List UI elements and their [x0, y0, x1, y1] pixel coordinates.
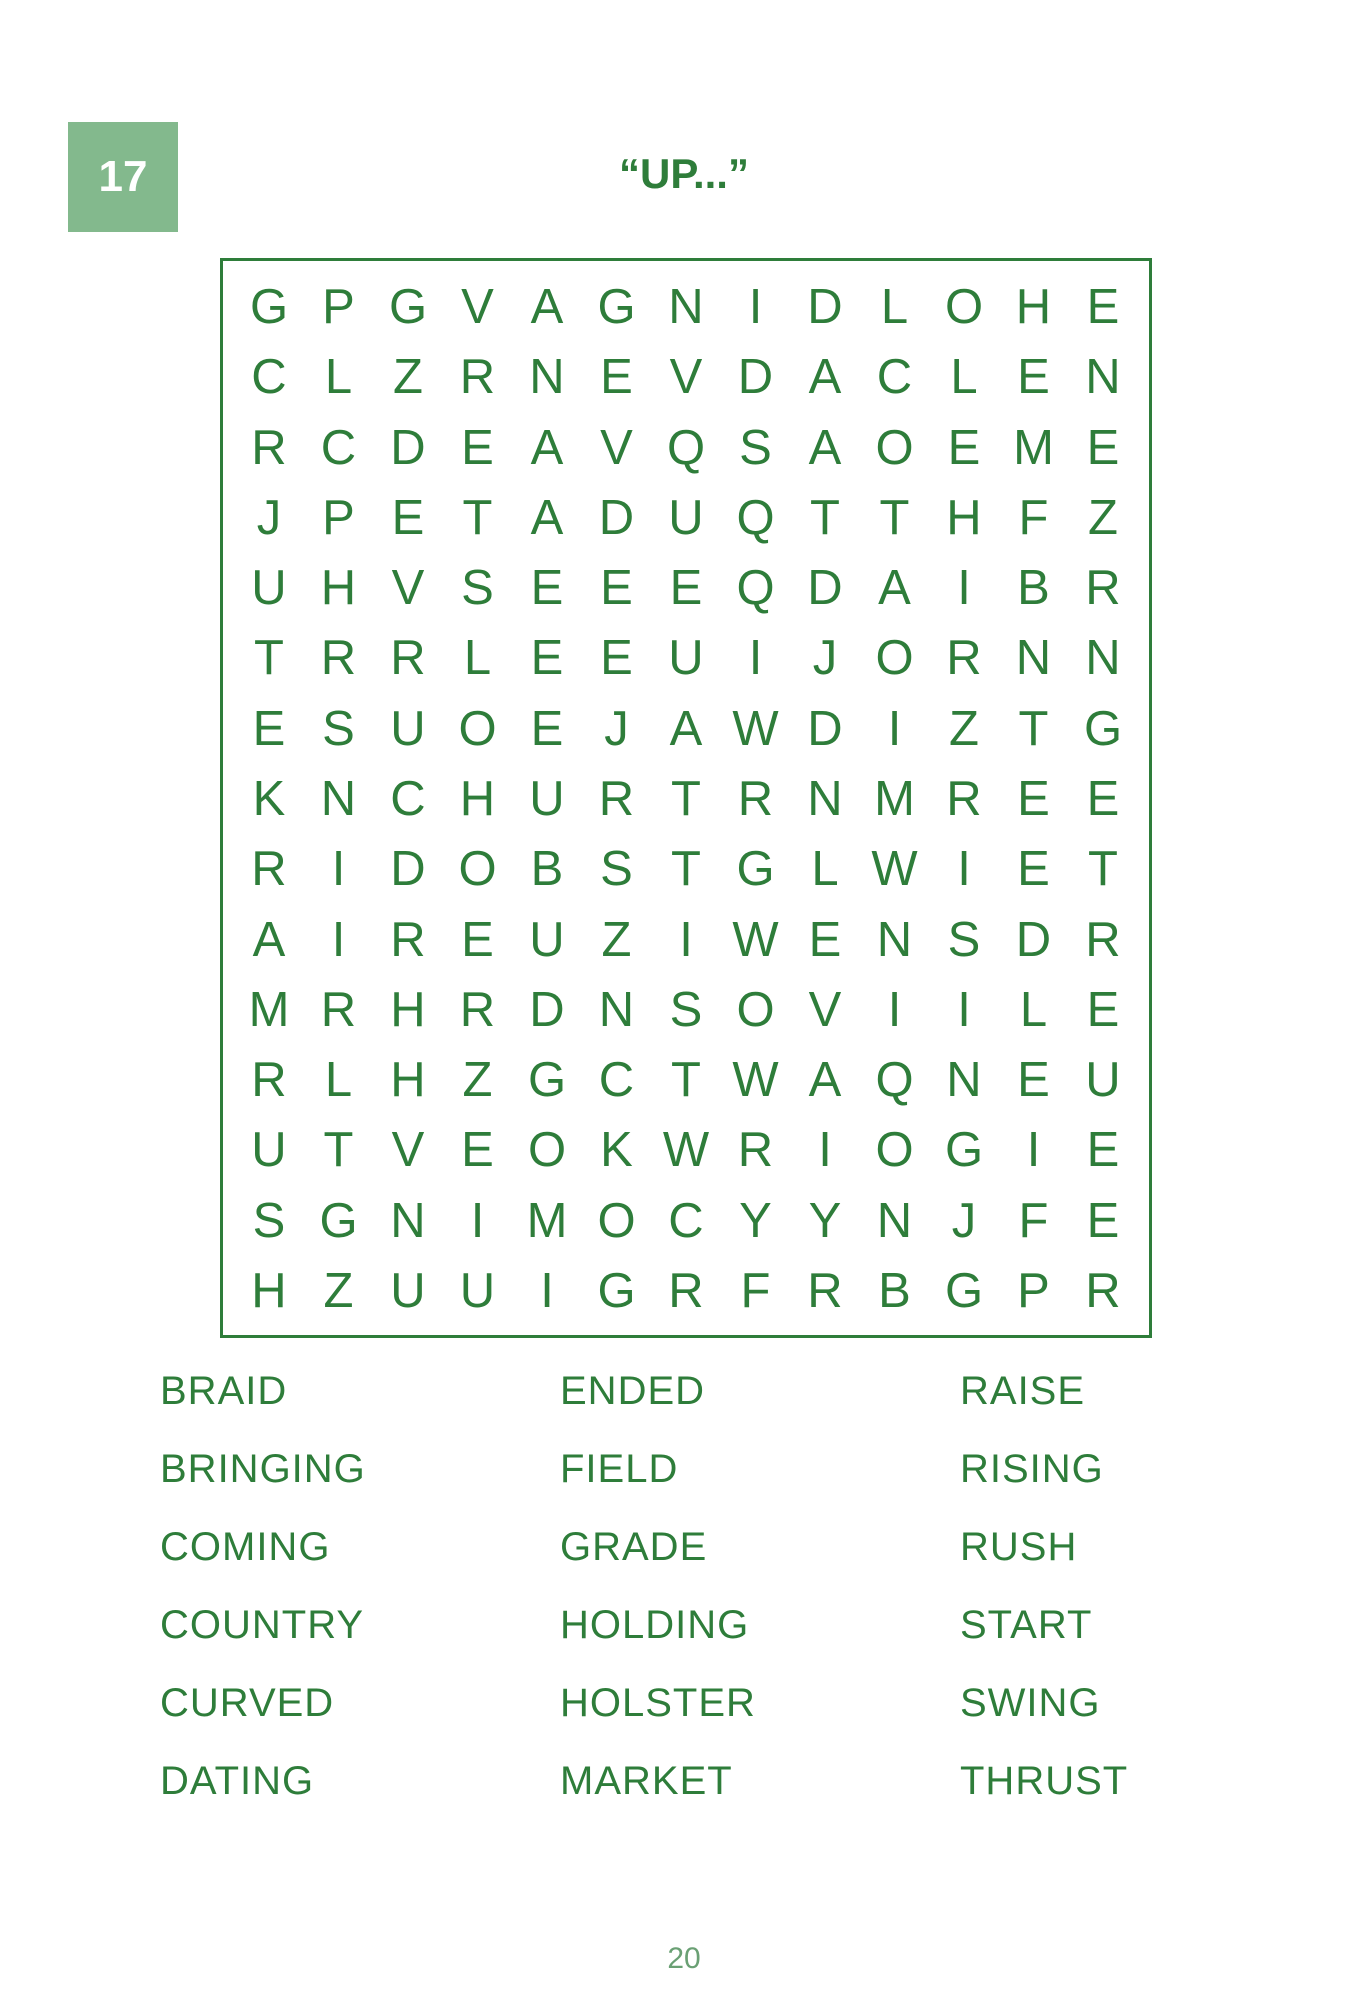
grid-letter[interactable]: N: [320, 771, 357, 826]
grid-letter[interactable]: E: [1086, 420, 1120, 475]
grid-letter[interactable]: R: [946, 771, 982, 826]
grid-letter[interactable]: R: [946, 631, 982, 686]
grid-letter[interactable]: R: [459, 982, 496, 1037]
grid-letter[interactable]: T: [671, 771, 701, 826]
grid-row: [233, 976, 1139, 1044]
grid-letter[interactable]: S: [600, 842, 633, 897]
grid-letter[interactable]: F: [740, 1263, 771, 1318]
grid-letter[interactable]: L: [880, 280, 909, 334]
grid-letter[interactable]: N: [876, 912, 913, 967]
grid-letter[interactable]: I: [331, 912, 346, 967]
grid-letter[interactable]: J: [604, 701, 629, 756]
grid-letter[interactable]: T: [879, 490, 910, 545]
grid-letter[interactable]: A: [808, 420, 842, 475]
grid-letter[interactable]: D: [807, 561, 843, 616]
grid-letter[interactable]: V: [391, 1123, 425, 1178]
grid-letter[interactable]: I: [957, 842, 971, 897]
page-number: 20: [667, 1942, 701, 1975]
grid-letter[interactable]: I: [748, 631, 763, 686]
grid-letter[interactable]: W: [732, 701, 779, 756]
letter-grid: [233, 273, 1139, 1325]
grid-letter[interactable]: U: [1085, 1053, 1121, 1108]
letter-grid-frame: [220, 258, 1152, 1338]
grid-letter[interactable]: N: [1015, 631, 1052, 686]
grid-letter[interactable]: E: [391, 490, 425, 545]
grid-letter[interactable]: O: [875, 631, 914, 686]
grid-letter[interactable]: I: [1026, 1123, 1041, 1178]
grid-letter[interactable]: R: [251, 420, 287, 475]
grid-letter[interactable]: T: [810, 490, 840, 545]
grid-letter[interactable]: A: [669, 701, 703, 756]
grid-letter[interactable]: T: [462, 490, 493, 545]
grid-letter[interactable]: E: [461, 1123, 494, 1178]
grid-letter[interactable]: V: [808, 982, 842, 1037]
grid-row: [233, 906, 1139, 974]
grid-row: [233, 1046, 1139, 1114]
grid-letter[interactable]: C: [876, 350, 913, 405]
grid-letter[interactable]: E: [1017, 771, 1050, 826]
grid-letter[interactable]: A: [530, 280, 564, 334]
grid-letter[interactable]: O: [875, 420, 914, 475]
grid-letter[interactable]: O: [458, 701, 497, 756]
grid-letter[interactable]: A: [530, 420, 564, 475]
grid-letter[interactable]: G: [319, 1193, 358, 1248]
grid-letter[interactable]: O: [736, 982, 775, 1037]
grid-letter[interactable]: J: [256, 490, 282, 545]
grid-letter[interactable]: H: [459, 771, 496, 826]
grid-letter[interactable]: T: [1018, 701, 1049, 756]
word-list-item: GRADE: [560, 1525, 708, 1569]
grid-row: [233, 273, 1139, 341]
grid-letter[interactable]: R: [459, 350, 496, 405]
grid-letter[interactable]: O: [458, 842, 497, 897]
grid-letter[interactable]: J: [812, 631, 838, 686]
grid-letter[interactable]: D: [390, 842, 426, 897]
grid-letter[interactable]: C: [251, 350, 287, 405]
grid-letter[interactable]: A: [252, 912, 286, 967]
word-list-item: HOLDING: [560, 1603, 750, 1647]
grid-letter[interactable]: H: [320, 561, 357, 616]
grid-letter[interactable]: T: [1088, 842, 1118, 897]
grid-letter[interactable]: D: [737, 350, 774, 405]
word-list-item: ENDED: [560, 1369, 706, 1413]
grid-letter[interactable]: D: [807, 280, 843, 334]
grid-letter[interactable]: K: [600, 1123, 633, 1178]
grid-letter[interactable]: C: [668, 1193, 704, 1248]
grid-letter[interactable]: L: [811, 842, 839, 897]
grid-row: [233, 1116, 1139, 1184]
grid-letter[interactable]: K: [252, 771, 286, 826]
grid-letter[interactable]: E: [669, 561, 703, 616]
grid-letter[interactable]: I: [957, 561, 971, 616]
grid-letter[interactable]: O: [875, 1123, 914, 1178]
grid-letter[interactable]: N: [1085, 350, 1121, 405]
grid-letter[interactable]: R: [598, 771, 635, 826]
word-list-item: DATING: [160, 1759, 315, 1803]
grid-letter[interactable]: P: [322, 280, 355, 334]
grid-letter[interactable]: E: [1086, 1123, 1120, 1178]
grid-letter[interactable]: M: [1013, 420, 1054, 475]
grid-letter[interactable]: G: [597, 280, 636, 334]
grid-letter[interactable]: E: [1086, 280, 1120, 334]
grid-letter[interactable]: Z: [393, 350, 423, 405]
grid-letter[interactable]: I: [470, 1193, 485, 1248]
grid-letter[interactable]: S: [322, 701, 355, 756]
grid-letter[interactable]: Q: [736, 561, 775, 616]
grid-letter[interactable]: I: [887, 982, 902, 1037]
grid-letter[interactable]: N: [807, 771, 843, 826]
grid-letter[interactable]: R: [390, 631, 426, 686]
grid-letter[interactable]: R: [737, 771, 774, 826]
grid-letter[interactable]: N: [876, 1193, 913, 1248]
grid-row: [233, 624, 1139, 692]
grid-letter[interactable]: I: [957, 982, 971, 1037]
word-list-item: CURVED: [160, 1681, 335, 1725]
grid-letter[interactable]: E: [1017, 842, 1050, 897]
grid-letter[interactable]: V: [600, 420, 633, 475]
grid-letter[interactable]: R: [737, 1123, 774, 1178]
grid-letter[interactable]: V: [669, 350, 703, 405]
grid-letter[interactable]: D: [1015, 912, 1052, 967]
grid-letter[interactable]: E: [600, 631, 633, 686]
grid-letter[interactable]: D: [598, 490, 635, 545]
grid-letter[interactable]: L: [324, 350, 353, 405]
grid-letter[interactable]: N: [598, 982, 635, 1037]
grid-letter[interactable]: C: [598, 1053, 635, 1108]
grid-letter[interactable]: U: [668, 490, 704, 545]
grid-letter[interactable]: S: [669, 982, 703, 1037]
grid-letter[interactable]: J: [951, 1193, 977, 1248]
grid-letter[interactable]: H: [251, 1263, 287, 1318]
grid-letter[interactable]: R: [320, 631, 357, 686]
grid-letter[interactable]: A: [808, 350, 842, 405]
word-list-item: RUSH: [960, 1525, 1078, 1569]
grid-letter[interactable]: E: [252, 701, 286, 756]
grid-letter[interactable]: Z: [462, 1053, 493, 1108]
grid-letter[interactable]: I: [331, 842, 346, 897]
grid-letter[interactable]: L: [950, 350, 978, 405]
grid-letter[interactable]: I: [679, 912, 693, 967]
grid-letter[interactable]: A: [878, 561, 911, 616]
grid-row: [233, 554, 1139, 622]
grid-letter[interactable]: G: [736, 842, 775, 897]
grid-letter[interactable]: G: [944, 1123, 984, 1178]
grid-letter[interactable]: N: [529, 350, 565, 405]
grid-letter[interactable]: W: [732, 1053, 779, 1108]
word-list: [160, 1368, 1160, 1804]
grid-letter[interactable]: L: [463, 631, 492, 686]
grid-letter[interactable]: U: [529, 912, 565, 967]
grid-letter[interactable]: H: [390, 982, 426, 1037]
grid-letter[interactable]: U: [668, 631, 704, 686]
grid-letter[interactable]: T: [254, 631, 284, 686]
grid-letter[interactable]: A: [530, 490, 564, 545]
grid-letter[interactable]: E: [461, 420, 494, 475]
grid-letter[interactable]: W: [871, 842, 918, 897]
grid-row: [233, 1187, 1139, 1255]
grid-letter[interactable]: S: [461, 561, 494, 616]
grid-letter[interactable]: H: [946, 490, 982, 545]
grid-row: [233, 1257, 1139, 1325]
grid-letter[interactable]: S: [947, 912, 981, 967]
grid-letter[interactable]: Z: [601, 912, 632, 967]
grid-letter[interactable]: O: [597, 1193, 636, 1248]
grid-letter[interactable]: G: [527, 1053, 567, 1108]
grid-letter[interactable]: G: [597, 1263, 636, 1318]
word-list-item: THRUST: [960, 1759, 1129, 1803]
grid-letter[interactable]: P: [1017, 1263, 1050, 1318]
grid-letter[interactable]: G: [944, 1263, 984, 1318]
grid-letter[interactable]: B: [1017, 561, 1050, 616]
grid-letter[interactable]: R: [1085, 912, 1121, 967]
grid-letter[interactable]: R: [390, 912, 426, 967]
grid-letter[interactable]: N: [1085, 631, 1121, 686]
grid-letter[interactable]: E: [947, 420, 981, 475]
grid-letter[interactable]: G: [388, 280, 428, 334]
grid-letter[interactable]: U: [251, 561, 287, 616]
grid-letter[interactable]: Y: [808, 1193, 842, 1248]
grid-letter[interactable]: N: [668, 280, 704, 334]
grid-letter[interactable]: O: [527, 1123, 567, 1178]
grid-letter[interactable]: W: [732, 912, 779, 967]
grid-letter[interactable]: I: [887, 701, 902, 756]
puzzle-title: “UP...”: [619, 150, 749, 197]
grid-letter[interactable]: R: [668, 1263, 704, 1318]
grid-letter[interactable]: T: [671, 842, 701, 897]
grid-letter[interactable]: F: [1018, 1193, 1049, 1248]
grid-letter[interactable]: R: [807, 1263, 843, 1318]
grid-letter[interactable]: U: [251, 1123, 287, 1178]
grid-letter[interactable]: E: [461, 912, 494, 967]
grid-letter[interactable]: D: [807, 701, 843, 756]
grid-letter[interactable]: M: [526, 1193, 568, 1248]
grid-letter[interactable]: A: [808, 1053, 842, 1108]
grid-letter[interactable]: E: [600, 561, 633, 616]
grid-letter[interactable]: E: [808, 912, 842, 967]
grid-row: [233, 695, 1139, 763]
grid-letter[interactable]: E: [1086, 771, 1120, 826]
grid-letter[interactable]: R: [251, 842, 287, 897]
word-list-item: RAISE: [960, 1369, 1086, 1413]
grid-letter[interactable]: U: [529, 771, 565, 826]
grid-letter[interactable]: R: [251, 1053, 287, 1108]
grid-letter[interactable]: U: [390, 1263, 426, 1318]
grid-letter[interactable]: C: [390, 771, 426, 826]
grid-letter[interactable]: V: [391, 561, 425, 616]
grid-letter[interactable]: H: [1015, 280, 1052, 334]
grid-letter[interactable]: D: [390, 420, 426, 475]
grid-letter[interactable]: I: [748, 280, 763, 334]
word-list-item: RISING: [960, 1447, 1104, 1491]
grid-letter[interactable]: H: [390, 1053, 426, 1108]
grid-letter[interactable]: S: [252, 1193, 286, 1248]
grid-letter[interactable]: G: [1083, 701, 1123, 756]
grid-letter[interactable]: Q: [666, 420, 706, 475]
grid-row: [233, 414, 1139, 482]
grid-letter[interactable]: Z: [949, 701, 979, 756]
grid-letter[interactable]: L: [324, 1053, 353, 1108]
grid-letter[interactable]: W: [662, 1123, 710, 1178]
grid-letter[interactable]: E: [530, 561, 564, 616]
grid-letter[interactable]: Z: [1088, 490, 1118, 545]
grid-letter[interactable]: T: [671, 1053, 701, 1108]
grid-letter[interactable]: E: [1017, 350, 1050, 405]
word-list-item: COUNTRY: [160, 1603, 365, 1647]
grid-letter[interactable]: R: [1085, 561, 1121, 616]
grid-letter[interactable]: D: [529, 982, 565, 1037]
grid-letter[interactable]: M: [874, 771, 915, 826]
grid-letter[interactable]: T: [323, 1123, 354, 1178]
grid-letter[interactable]: I: [540, 1263, 554, 1318]
word-list-item: START: [960, 1603, 1093, 1647]
grid-letter[interactable]: B: [530, 842, 564, 897]
grid-letter[interactable]: Y: [739, 1193, 772, 1248]
grid-letter[interactable]: M: [248, 982, 290, 1037]
word-list-item: SWING: [960, 1681, 1101, 1725]
puzzle-number: 17: [98, 152, 148, 201]
grid-letter[interactable]: E: [1086, 1193, 1120, 1248]
word-list-item: MARKET: [560, 1759, 733, 1803]
grid-letter[interactable]: G: [249, 280, 289, 334]
grid-letter[interactable]: V: [461, 280, 494, 334]
grid-row: [233, 835, 1139, 903]
grid-letter[interactable]: S: [739, 420, 772, 475]
grid-letter[interactable]: E: [530, 631, 564, 686]
grid-letter[interactable]: E: [1086, 982, 1120, 1037]
grid-letter[interactable]: U: [459, 1263, 496, 1318]
grid-letter[interactable]: E: [1017, 1053, 1050, 1108]
grid-letter[interactable]: L: [1019, 982, 1048, 1037]
grid-row: [233, 765, 1139, 833]
grid-letter[interactable]: B: [878, 1263, 911, 1318]
word-list-item: BRINGING: [160, 1447, 366, 1491]
grid-letter[interactable]: Q: [875, 1053, 914, 1108]
grid-letter[interactable]: E: [530, 701, 564, 756]
grid-letter[interactable]: N: [390, 1193, 426, 1248]
word-list-item: BRAID: [160, 1369, 288, 1413]
grid-letter[interactable]: O: [944, 280, 984, 334]
grid-letter[interactable]: Q: [736, 490, 775, 545]
grid-letter[interactable]: Z: [323, 1263, 354, 1318]
grid-letter[interactable]: C: [320, 420, 357, 475]
grid-letter[interactable]: P: [322, 490, 355, 545]
grid-letter[interactable]: E: [600, 350, 633, 405]
grid-letter[interactable]: F: [1018, 490, 1049, 545]
word-list-item: COMING: [160, 1525, 331, 1569]
grid-letter[interactable]: U: [390, 701, 426, 756]
grid-letter[interactable]: R: [1085, 1263, 1121, 1318]
word-list-item: HOLSTER: [560, 1681, 756, 1725]
grid-letter[interactable]: R: [320, 982, 357, 1037]
grid-letter[interactable]: N: [946, 1053, 982, 1108]
word-list-item: FIELD: [560, 1447, 679, 1491]
grid-letter[interactable]: I: [818, 1123, 832, 1178]
grid-row: [233, 484, 1139, 552]
grid-row: [233, 343, 1139, 411]
